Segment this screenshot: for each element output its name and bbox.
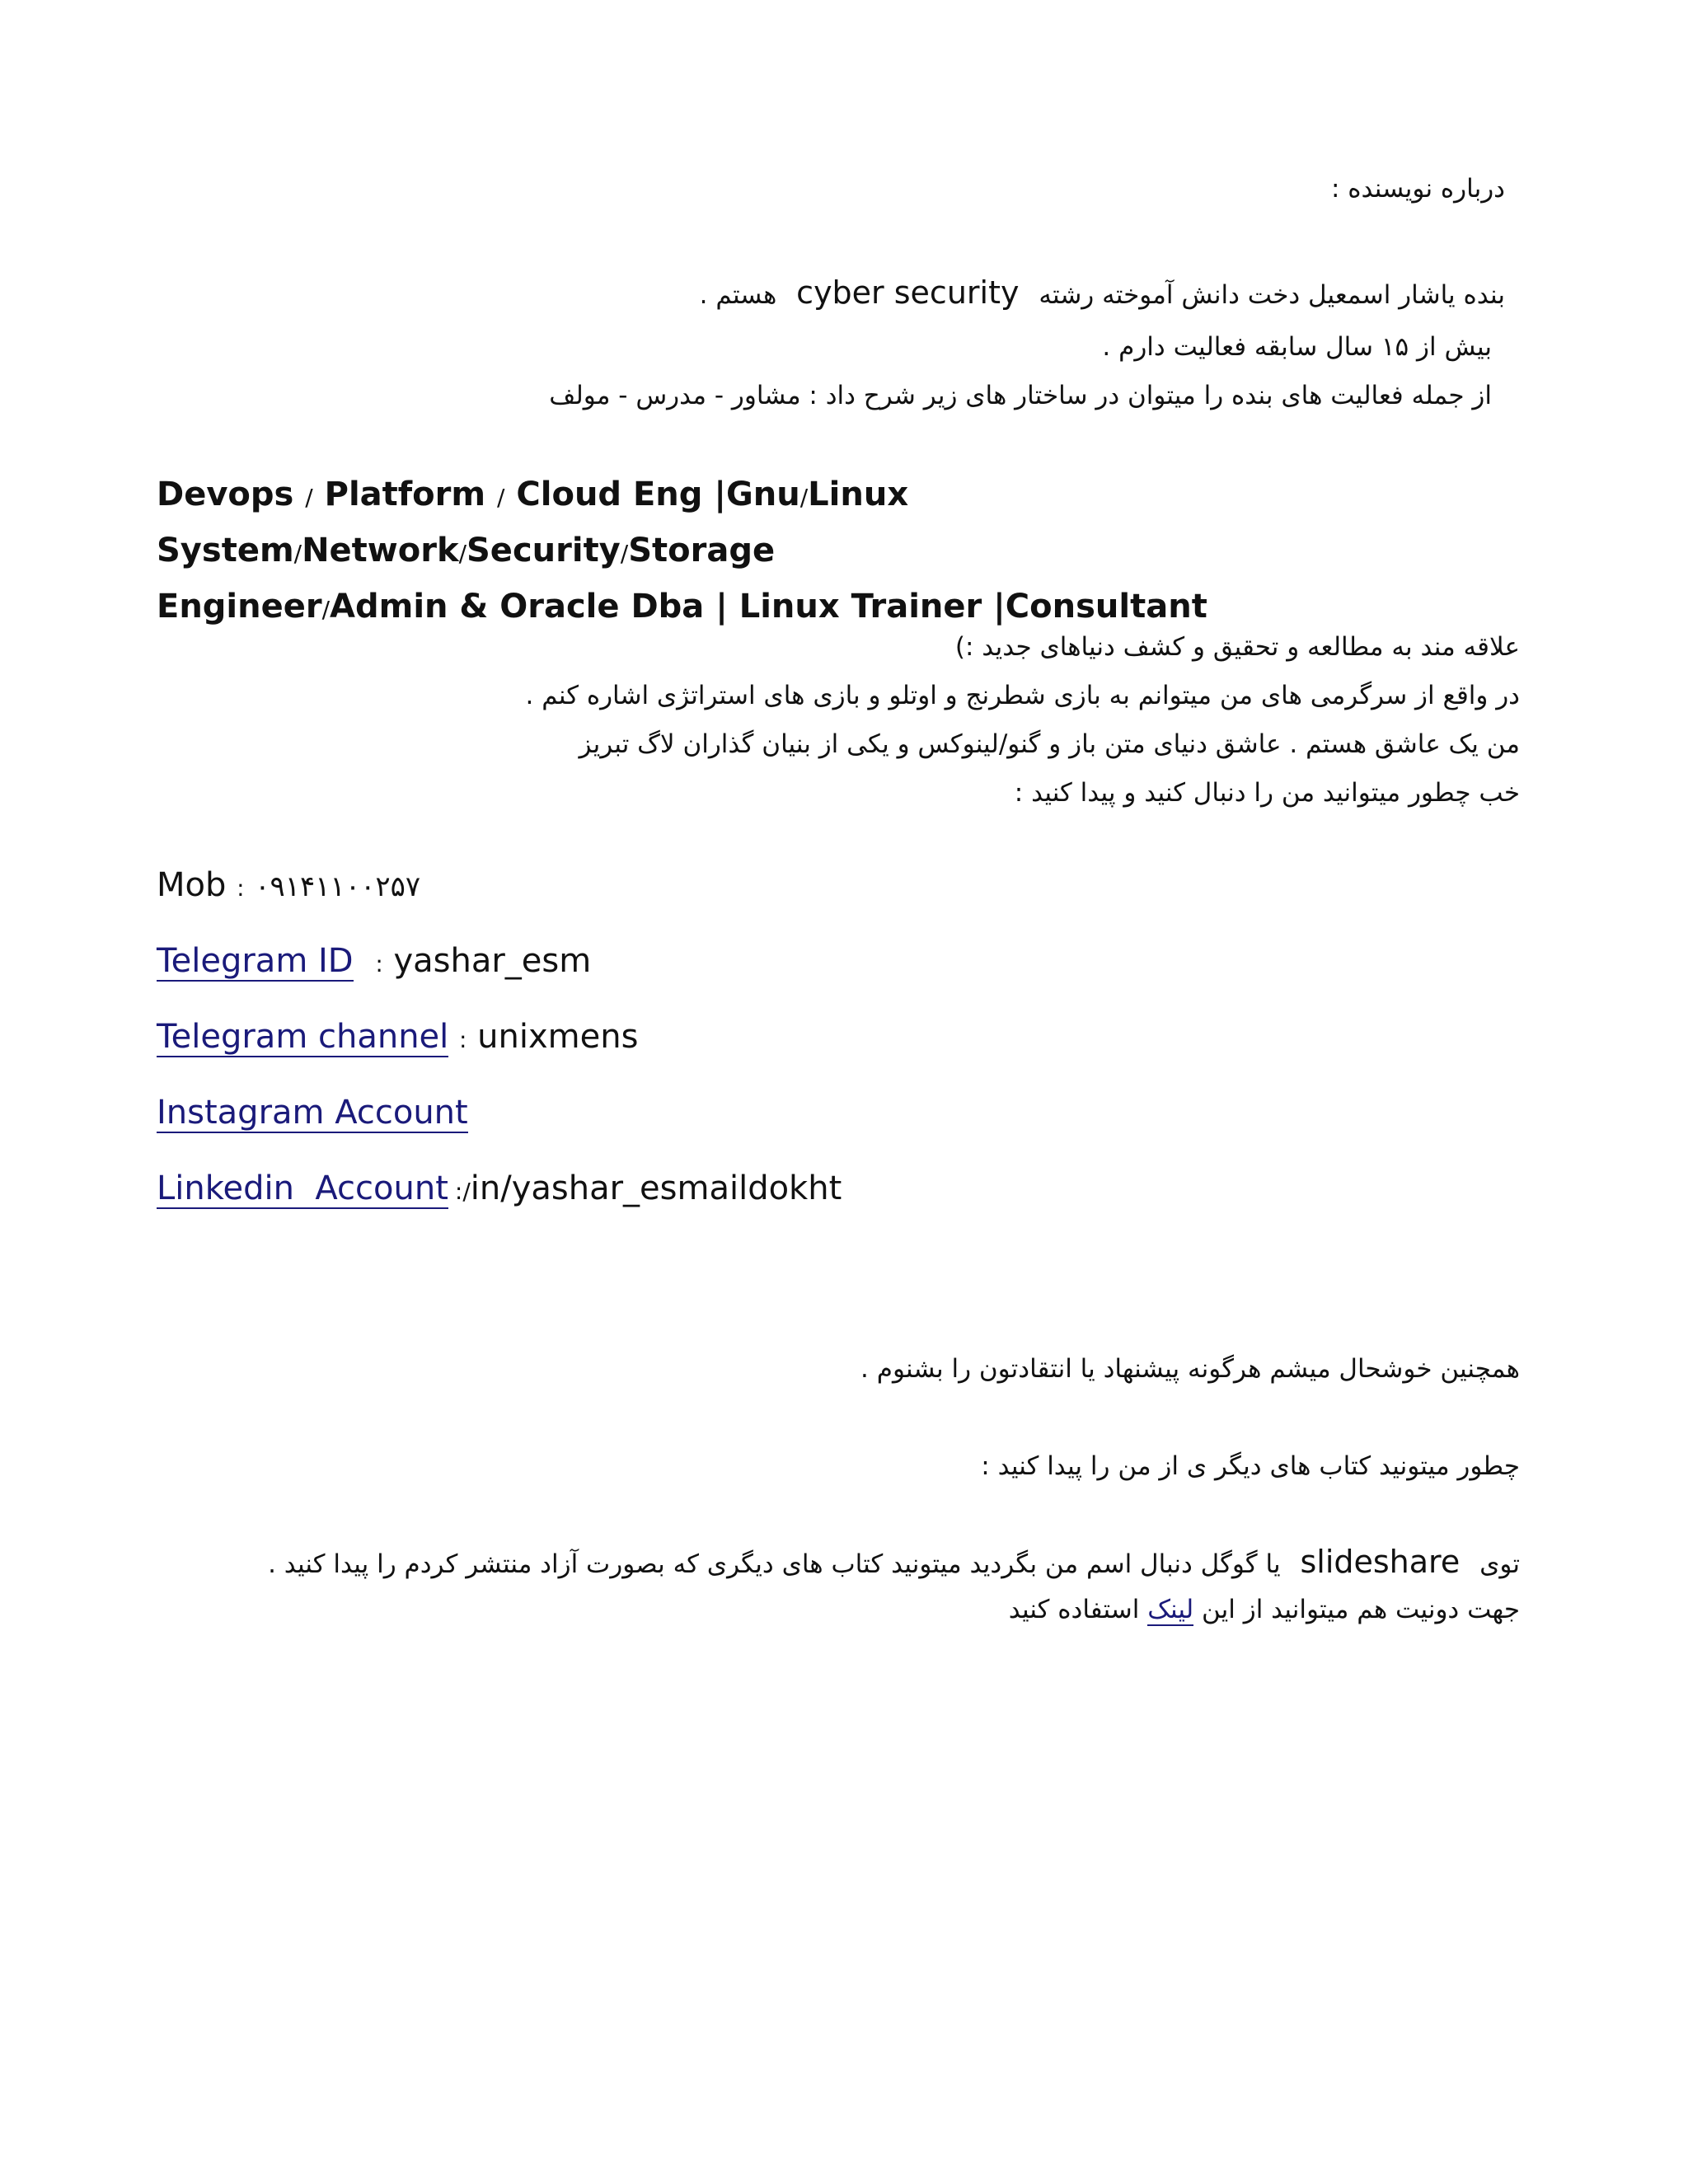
about-line-3: از جمله فعالیت های بنده را میتوان در ساختار های زیر شرح داد : مشاور - مدرس - مولف (549, 381, 1492, 410)
interests-line-4: خب چطور میتوانید من را دنبال کنید و پیدا کنید : (1014, 778, 1520, 808)
telegram-id-colon: : (375, 950, 383, 977)
role-platform: Platform (324, 476, 486, 513)
role-separator: / (799, 484, 809, 511)
role-engineer: Engineer (157, 588, 322, 626)
telegram-channel-value: unixmens (477, 1018, 639, 1056)
role-separator: / (458, 540, 467, 567)
instagram-link[interactable]: Instagram Account (157, 1094, 468, 1132)
role-linux-system: Linux System (157, 476, 909, 569)
linkedin-prefix: :/ (454, 1178, 471, 1205)
role-separator: / (497, 484, 505, 511)
role-separator: / (321, 596, 331, 623)
role-network: Network (302, 532, 459, 569)
role-separator: / (620, 540, 629, 567)
role-admin-dba: Admin & Oracle Dba | Linux Trainer |Consultant (330, 588, 1207, 626)
about-line-1-pre: بنده یاشار اسمعیل دخت دانش آموخته رشته (1039, 280, 1505, 310)
linkedin-value: in/yashar_esmaildokht (470, 1169, 842, 1207)
role-separator: / (305, 484, 313, 511)
telegram-channel-row (157, 1014, 638, 1063)
role-devops: Devops (157, 476, 294, 513)
feedback-line: همچنین خوشحال میشم هرگونه پیشنهاد یا انتقادتون را بشنوم . (860, 1354, 1520, 1384)
about-line-1-post: هستم . (699, 280, 777, 310)
mobile-colon: : (237, 874, 245, 902)
telegram-channel-link[interactable]: Telegram channel (157, 1018, 449, 1056)
books-line (268, 1538, 1520, 1588)
donate-link[interactable]: لینک (1147, 1595, 1194, 1624)
telegram-id-row (157, 938, 591, 987)
donate-line (1009, 1586, 1520, 1633)
donate-post: استفاده کنید (1008, 1595, 1140, 1624)
interests-line-3: من یک عاشق هستم . عاشق دنیای متن باز و گنو/لینوکس و یکی از بنیان گذاران لاگ تبریز (579, 729, 1520, 759)
instagram-row (157, 1090, 468, 1136)
linkedin-link[interactable]: Linkedin Account (157, 1169, 448, 1207)
slideshare-term: slideshare (1300, 1544, 1461, 1580)
cyber-security-term: cyber security (796, 274, 1020, 311)
mobile-row (157, 862, 420, 912)
role-security: Security (467, 532, 621, 569)
donate-pre: جهت دونیت هم میتوانید از این (1202, 1595, 1520, 1624)
role-separator: / (293, 540, 302, 567)
mobile-label: Mob (157, 866, 227, 904)
linkedin-row (157, 1165, 842, 1215)
books-pre: توی (1479, 1549, 1520, 1579)
role-cloud: Cloud Eng |Gnu (516, 476, 800, 513)
about-heading: درباره نویسنده : (1330, 174, 1505, 204)
about-line-1 (700, 269, 1505, 319)
role-storage: Storage (628, 532, 776, 569)
telegram-channel-colon: : (459, 1026, 467, 1053)
telegram-id-value: yashar_esm (393, 942, 592, 980)
interests-line-2: در واقع از سرگرمی های من میتوانم به بازی شطرنج و اوتلو و بازی های استراتژی اشاره کنم . (525, 681, 1520, 710)
telegram-id-link[interactable]: Telegram ID (157, 942, 354, 980)
about-line-2: بیش از ۱۵ سال سابقه فعالیت دارم . (1102, 332, 1492, 362)
roles-title (157, 468, 1442, 636)
books-post: یا گوگل دنبال اسم من بگردید میتونید کتاب های دیگری که بصورت آزاد منتشر کردم را پیدا کنید . (268, 1549, 1281, 1579)
interests-line-1: علاقه مند به مطالعه و تحقیق و کشف دنیاهای جدید :) (954, 632, 1520, 662)
books-heading: چطور میتونید کتاب های دیگر ی از من را پیدا کنید : (981, 1451, 1520, 1481)
mobile-number: ۰۹۱۴۱۱۰۰۲۵۷ (255, 870, 421, 903)
